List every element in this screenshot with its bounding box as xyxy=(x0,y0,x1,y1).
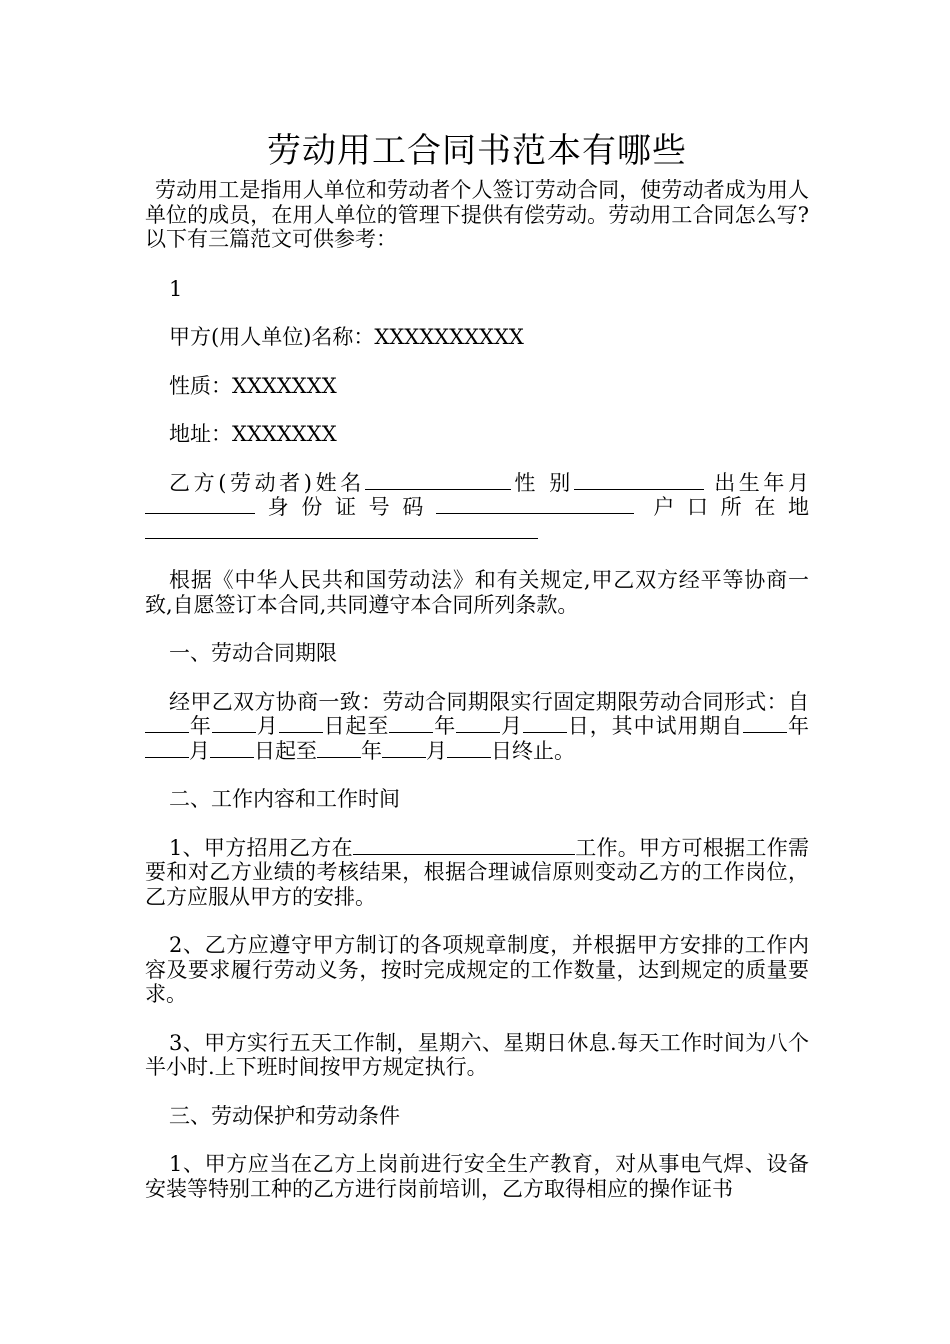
blank-field xyxy=(523,714,567,733)
residence-blank xyxy=(145,520,295,539)
document-page xyxy=(145,128,809,1225)
blank-field xyxy=(145,714,189,733)
term-month: 月 xyxy=(426,738,447,763)
blank-field xyxy=(743,714,787,733)
contract-basis: 根据《中华人民共和国劳动法》和有关规定,甲乙双方经平等协商一致,自愿签订本合同,共同遵守本合同所列条款。 xyxy=(145,568,809,617)
term-year: 年 xyxy=(433,714,457,738)
blank-field xyxy=(382,739,426,758)
intro-paragraph: 劳动用工是指用人单位和劳动者个人签订劳动合同，使劳动者成为用人单位的成员，在用人单位的管理下提供有偿劳动。劳动用工合同怎么写?以下有三篇范文可供参考： xyxy=(145,178,809,251)
term-day-trial: 日，其中试用期自 xyxy=(566,714,744,738)
section-number: 1 xyxy=(169,276,183,301)
term-day-end: 日终止。 xyxy=(491,738,575,763)
residence-blank-continued xyxy=(295,520,538,539)
term-month: 月 xyxy=(255,714,279,738)
clause-2-1-lead: 1、甲方招用乙方在 xyxy=(169,835,353,860)
party-b-birth-label: 出生年月 xyxy=(714,470,809,495)
birth-blank xyxy=(145,495,255,514)
party-b-name-label: 乙方(劳动者)姓名 xyxy=(169,470,365,495)
heading-contract-term: 一、劳动合同期限 xyxy=(169,641,337,665)
id-blank xyxy=(436,495,634,514)
blank-field xyxy=(212,714,256,733)
term-year: 年 xyxy=(361,738,382,763)
clause-2-1 xyxy=(145,836,809,910)
party-a-address: 地址：XXXXXXX xyxy=(169,422,337,446)
blank-field xyxy=(317,739,361,758)
document-title: 劳动用工合同书范本有哪些 xyxy=(267,131,687,171)
clause-2-3: 3、甲方实行五天工作制，星期六、星期日休息.每天工作时间为八个半小时.上下班时间按甲方规定执行。 xyxy=(145,1030,809,1079)
blank-field xyxy=(279,714,323,733)
party-b-residence-label: 户口所在地 xyxy=(653,495,810,519)
term-year: 年 xyxy=(787,714,810,738)
name-blank xyxy=(365,471,511,490)
term-lead: 经甲乙双方协商一致：劳动合同期限实行固定期限劳动合同形式：自 xyxy=(169,689,809,714)
clause-2-1-rest: 工作。甲方可根据工作需要和对乙方业绩的考核结果，根据合理诚信原则变动乙方的工作岗位，乙方应服从甲方的安排。 xyxy=(145,835,809,909)
heading-work-content: 二、工作内容和工作时间 xyxy=(169,787,400,811)
blank-field xyxy=(456,714,500,733)
term-year: 年 xyxy=(189,714,212,738)
party-b-id-label: 身份证号码 xyxy=(255,495,436,519)
term-day-from: 日起至 xyxy=(322,714,390,738)
job-position-blank xyxy=(353,836,575,855)
party-a-name: 甲方(用人单位)名称：XXXXXXXXXX xyxy=(169,325,524,349)
term-day-from: 日起至 xyxy=(254,738,317,763)
party-b-info xyxy=(145,471,809,545)
contract-term-clause xyxy=(145,690,809,764)
blank-field xyxy=(210,739,254,758)
heading-labor-protection: 三、劳动保护和劳动条件 xyxy=(169,1103,400,1128)
party-a-nature: 性质：XXXXXXX xyxy=(169,373,337,398)
clause-3-1: 1、甲方应当在乙方上岗前进行安全生产教育，对从事电气焊、设备安装等特别工种的乙方进行岗前培训，乙方取得相应的操作证书 xyxy=(145,1152,809,1201)
clause-2-2: 2、乙方应遵守甲方制订的各项规章制度，并根据甲方安排的工作内容及要求履行劳动义务，按时完成规定的工作数量，达到规定的质量要求。 xyxy=(145,933,809,1006)
blank-field xyxy=(145,739,189,758)
gender-blank xyxy=(574,471,704,490)
party-b-gender-label: 性 别 xyxy=(510,470,574,495)
term-month: 月 xyxy=(500,714,523,738)
blank-field xyxy=(447,739,491,758)
term-month: 月 xyxy=(189,738,210,763)
blank-field xyxy=(389,714,433,733)
